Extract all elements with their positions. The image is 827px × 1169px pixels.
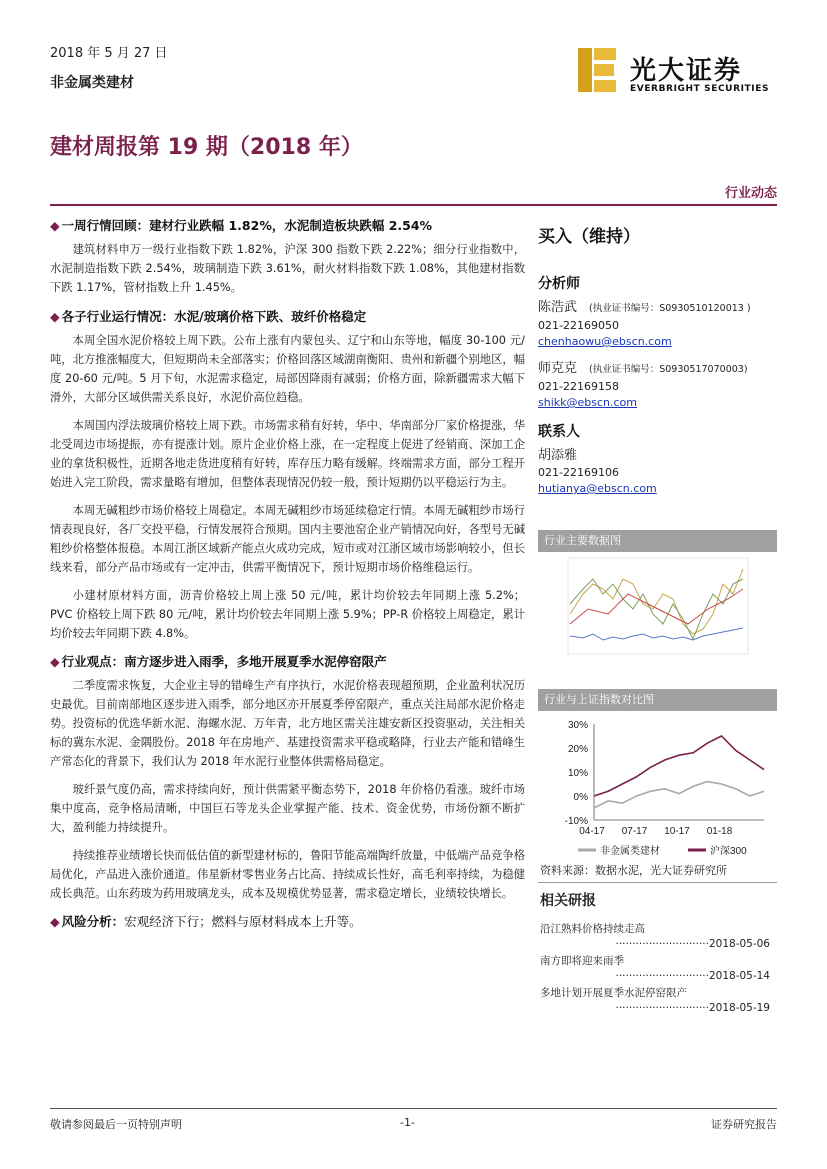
legend-label: 沪深300 bbox=[710, 846, 747, 857]
rating: 买入（维持） bbox=[538, 227, 640, 247]
paragraph: 持续推荐业绩增长快而低估值的新型建材标的，鲁阳节能高端陶纤放量，中低端产品竞争格局优化，产品进入涨价通道。伟星新材零售业务占比高、持续成长性好，高毛利率持续，为稳健成长典范。山东药玻为药用玻璃龙头，成本及规模优势显著，需求稳定增长，业绩较快增长。 bbox=[50, 849, 525, 900]
chart-source: 资料来源：数据水泥，光大证券研究所 bbox=[540, 864, 727, 877]
x-tick-label: 07-17 bbox=[621, 826, 648, 837]
report-type-tag: 行业动态 bbox=[724, 186, 777, 201]
page-title: 建材周报第 19 期（2018 年） bbox=[50, 135, 363, 160]
analyst-phone: 021-22169050 bbox=[538, 319, 619, 332]
research-item[interactable]: 沿江熟料价格持续走高 ····························2018-05-06 bbox=[540, 923, 770, 950]
analyst-phone: 021-22169158 bbox=[538, 380, 619, 393]
section-heading: ◆ 各子行业运行情况：水泥/玻璃价格下跌、玻纤价格稳定 bbox=[50, 309, 367, 324]
logo-text: 光大证券 bbox=[630, 56, 743, 86]
footer-disclaimer: 敬请参阅最后一页特别声明 bbox=[50, 1118, 182, 1131]
contact-name: 胡添雅 bbox=[538, 448, 578, 463]
contact-phone: 021-22169106 bbox=[538, 466, 619, 479]
y-tick-label: 10% bbox=[567, 768, 588, 779]
industry-data-chart bbox=[538, 554, 777, 680]
paragraph: 本周全国水泥价格较上周下跌。公布上涨有内蒙包头、辽宁和山东等地，幅度 30-100 元/吨，北方推涨幅度大，但短期尚未全部落实；价格回落区域湖南衡阳、贵州和新疆个别地区，幅度 20-60 元/吨。5 月下旬，水泥需求稳定，局部因降雨有减弱；价格方面，除新疆需求大幅下滑外，大部分区域供需关系良好，水泥价高位趋稳。 bbox=[50, 334, 525, 404]
analyst-heading: 分析师 bbox=[538, 276, 580, 292]
related-research-heading: 相关研报 bbox=[540, 893, 596, 909]
y-tick-label: -10% bbox=[564, 816, 588, 827]
related-research-list bbox=[540, 922, 770, 1018]
research-item[interactable]: 多地计划开展夏季水泥停窑限产 ····························2018-05-19 bbox=[540, 987, 770, 1014]
y-tick-label: 0% bbox=[573, 792, 588, 803]
x-tick-label: 10-17 bbox=[664, 826, 690, 837]
y-tick-label: 20% bbox=[567, 744, 588, 755]
paragraph: 本周国内浮法玻璃价格较上周下跌。市场需求稍有好转，华中、华南部分厂家价格提涨，华北受周边市场提振，亦有提涨计划。原片企业价格上涨，在一定程度上促进了经销商、深加工企业的拿货积极性，近期各地走货进度稍有好转，库存压力略有缓解。终端需求方面，部分工程开始进入完工阶段，需求量略有增加，但整体表现情况仍较一般，预计短期仍以平稳运行为主。 bbox=[50, 419, 525, 489]
industry-label: 非金属类建材 bbox=[50, 75, 134, 91]
legend-label: 非金属类建材 bbox=[600, 846, 660, 857]
paragraph: 建筑材料申万一级行业指数下跌 1.82%，沪深 300 指数下跌 2.22%；细分行业指数中，水泥制造指数下跌 2.54%，玻璃制造下跌 3.61%，耐火材料指数下跌 1.08%，其他建材指数下跌 1.17%，管材指数上升 1.45%。 bbox=[50, 243, 525, 294]
chart1-title: 行业主要数据图 bbox=[538, 530, 777, 552]
footer-label: 证券研究报告 bbox=[711, 1118, 777, 1131]
footer-divider bbox=[50, 1108, 777, 1109]
comparison-chart bbox=[538, 712, 777, 862]
paragraph: 本周无碱粗纱市场价格较上周稳定。本周无碱粗纱市场延续稳定行情。本周无碱粗纱市场行情表现良好，各厂交投平稳，行情发展符合预期。国内主要池窑企业产销情况向好，各型号无碱粗纱价格整体报稳。本周江浙区域新产能点火成功完成，短市或对江浙区域市场影响较小，但长线来看，部分产品市场或有一定冲击，供需平衡情况下，预计短期市场价格维稳运行。 bbox=[50, 504, 525, 574]
paragraph: 小建材原材料方面，沥青价格较上周上涨 50 元/吨，累计均价较去年同期上涨 5.2%；PVC 价格较上周下跌 80 元/吨，累计均价较去年同期上涨 5.9%；PP-R 价格较上周稳定，累计均价较去年同期下跌 4.8%。 bbox=[50, 589, 525, 640]
section-heading: ◆ 行业观点：南方逐步进入雨季，多地开展夏季水泥停窑限产 bbox=[50, 654, 387, 669]
analyst-name: 陈浩武 (执业证书编号：S0930510120013 ) bbox=[538, 300, 751, 315]
analyst-email[interactable]: shikk@ebscn.com bbox=[538, 396, 637, 409]
divider bbox=[538, 882, 777, 883]
x-tick-label: 04-17 bbox=[579, 826, 605, 837]
page-number: -1- bbox=[400, 1116, 415, 1129]
y-tick-label: 30% bbox=[567, 720, 588, 731]
logo-english: EVERBRIGHT SECURITIES bbox=[630, 84, 770, 94]
logo-icon bbox=[578, 48, 616, 92]
section-heading: ◆ 风险分析：宏观经济下行；燃料与原材料成本上升等。 bbox=[50, 914, 362, 929]
research-item[interactable]: 南方即将迎来雨季 ····························2018-05-14 bbox=[540, 955, 770, 982]
analyst-name: 师克克 (执业证书编号：S0930517070003) bbox=[538, 361, 748, 376]
contact-email[interactable]: hutianya@ebscn.com bbox=[538, 482, 657, 495]
contact-heading: 联系人 bbox=[538, 424, 580, 440]
series-line-hs300 bbox=[594, 736, 764, 796]
paragraph: 二季度需求恢复，大企业主导的错峰生产有序执行，水泥价格表现超预期，企业盈利状况历史最优。目前南部地区逐步进入雨季，部分地区亦开展夏季停窑限产，重点关注局部水泥价格走势。投资标的优选华新水泥、海螺水泥、万年青，北方地区需关注雄安新区投资驱动，关注相关标的冀东水泥、金隅股份。2018 年在房地产、基建投资需求平稳或略降，行业去产能和错峰生产常态化的背景下，我们认为 2018 年水泥行业整体供需格局稳定。 bbox=[50, 679, 525, 768]
chart2-title: 行业与上证指数对比图 bbox=[538, 689, 777, 711]
report-date: 2018 年 5 月 27 日 bbox=[50, 46, 168, 61]
paragraph: 玻纤景气度仍高，需求持续向好，预计供需紧平衡态势下，2018 年价格仍看涨。玻纤市场集中度高，竞争格局清晰，中国巨石等龙头企业掌握产能、技术、资金优势，市场份额不断扩大，盈利能力持续提升。 bbox=[50, 783, 525, 834]
section-heading: ◆ 一周行情回顾：建材行业跌幅 1.82%，水泥制造板块跌幅 2.54% bbox=[50, 218, 433, 233]
analyst-email[interactable]: chenhaowu@ebscn.com bbox=[538, 335, 672, 348]
header-divider bbox=[50, 204, 777, 206]
x-tick-label: 01-18 bbox=[706, 826, 733, 837]
main-content bbox=[50, 216, 525, 936]
sidebar bbox=[538, 222, 778, 497]
